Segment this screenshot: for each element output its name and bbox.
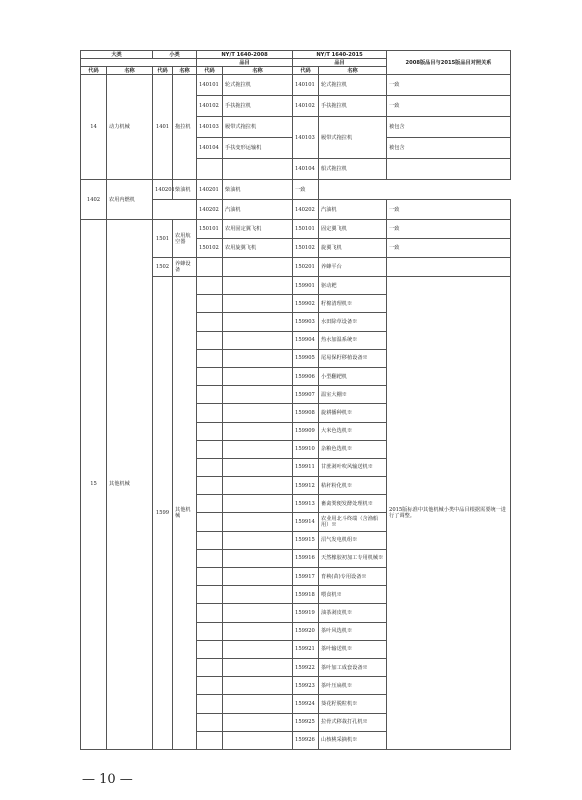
new-name: 汽油机 bbox=[319, 200, 387, 220]
new-code: 150101 bbox=[293, 220, 319, 239]
category-code: 14 bbox=[81, 75, 107, 180]
category-code: 15 bbox=[81, 220, 107, 750]
new-code: 159915 bbox=[293, 531, 319, 549]
new-name: 山核桃采摘机※ bbox=[319, 731, 387, 749]
new-code: 159925 bbox=[293, 713, 319, 731]
header-code: 代码 bbox=[293, 67, 319, 75]
old-name bbox=[223, 159, 293, 180]
header-row-1 bbox=[81, 51, 511, 59]
new-name: 茶叶风选机※ bbox=[319, 622, 387, 640]
new-code: 140202 bbox=[293, 200, 319, 220]
relation: 一致 bbox=[387, 220, 511, 239]
new-name: 水田除草设备※ bbox=[319, 313, 387, 331]
new-name: 杂粮色选机※ bbox=[319, 440, 387, 458]
new-code: 159908 bbox=[293, 404, 319, 422]
old-code: 150101 bbox=[197, 220, 223, 239]
old-code: 150102 bbox=[197, 239, 223, 258]
new-code: 159910 bbox=[293, 440, 319, 458]
new-code: 159903 bbox=[293, 313, 319, 331]
old-code: 140102 bbox=[197, 96, 223, 117]
new-code: 159902 bbox=[293, 295, 319, 313]
relation bbox=[387, 258, 511, 277]
header-code: 代码 bbox=[153, 67, 173, 75]
header-std-2015: NY/T 1640-2015 bbox=[293, 51, 387, 59]
new-name: 手扶拖拉机 bbox=[319, 96, 387, 117]
new-name: 履带式拖拉机 bbox=[319, 117, 387, 159]
category-name: 其他机械 bbox=[107, 220, 153, 750]
old-code: 140104 bbox=[197, 138, 223, 159]
new-code: 159912 bbox=[293, 477, 319, 495]
new-name: 旋翼飞机 bbox=[319, 239, 387, 258]
header-item-2015: 品目 bbox=[293, 59, 387, 67]
new-name: 喂食机※ bbox=[319, 586, 387, 604]
header-subcategory: 小类 bbox=[153, 51, 197, 59]
new-name: 固定翼飞机 bbox=[319, 220, 387, 239]
header-name: 名称 bbox=[319, 67, 387, 75]
new-name: 小型翻耙机 bbox=[319, 367, 387, 385]
subcategory-code: 1502 bbox=[153, 258, 173, 277]
category-name: 动力机械 bbox=[107, 75, 153, 180]
old-name: 轮式拖拉机 bbox=[223, 75, 293, 96]
new-name: 育秧(苗)专用设备※ bbox=[319, 568, 387, 586]
new-code: 150102 bbox=[293, 239, 319, 258]
header-std-2008: NY/T 1640-2008 bbox=[197, 51, 293, 59]
table-row bbox=[81, 75, 511, 96]
old-code: 140103 bbox=[197, 117, 223, 138]
table-row bbox=[81, 180, 511, 200]
relation bbox=[387, 159, 511, 180]
new-code: 159904 bbox=[293, 331, 319, 349]
new-name: 驱动耙 bbox=[319, 277, 387, 295]
header-name: 名称 bbox=[107, 67, 153, 75]
new-code: 140201 bbox=[197, 180, 223, 200]
new-name: 柴油机 bbox=[223, 180, 293, 200]
new-code: 140101 bbox=[293, 75, 319, 96]
old-name: 手扶拖拉机 bbox=[223, 96, 293, 117]
new-name: 养蜂平台 bbox=[319, 258, 387, 277]
header-code: 代码 bbox=[81, 67, 107, 75]
new-code: 159920 bbox=[293, 622, 319, 640]
new-name: 油茶剥皮机※ bbox=[319, 604, 387, 622]
new-name: 葵花籽脱粒机※ bbox=[319, 695, 387, 713]
new-name: 沼气发电机组※ bbox=[319, 531, 387, 549]
new-code: 159916 bbox=[293, 549, 319, 567]
header-item-2008: 品目 bbox=[197, 59, 293, 67]
old-code bbox=[197, 258, 223, 277]
subcategory-code: 1401 bbox=[153, 75, 173, 180]
new-code: 159914 bbox=[293, 513, 319, 531]
page-number: — 10 — bbox=[82, 772, 133, 787]
relation: 一致 bbox=[387, 96, 511, 117]
new-code: 159918 bbox=[293, 586, 319, 604]
new-code: 159907 bbox=[293, 386, 319, 404]
new-code: 150201 bbox=[293, 258, 319, 277]
new-code: 159919 bbox=[293, 604, 319, 622]
header-relation: 2008版品目与2015版品目对照关系 bbox=[387, 51, 511, 75]
new-name: 轮式拖拉机 bbox=[319, 75, 387, 96]
new-code: 159921 bbox=[293, 640, 319, 658]
new-name: 茶叶输送机※ bbox=[319, 640, 387, 658]
new-code: 159913 bbox=[293, 495, 319, 513]
new-name: 秸秆粉化机※ bbox=[319, 477, 387, 495]
relation: 一致 bbox=[387, 75, 511, 96]
new-code: 159901 bbox=[293, 277, 319, 295]
subcategory-name: 农用航空器 bbox=[173, 220, 197, 258]
new-name: 拉骨式移栽打孔机※ bbox=[319, 713, 387, 731]
new-name: 热水加温系统※ bbox=[319, 331, 387, 349]
new-code: 140103 bbox=[293, 117, 319, 159]
old-name: 农用固定翼飞机 bbox=[223, 220, 293, 239]
old-name: 农用旋翼飞机 bbox=[223, 239, 293, 258]
new-code: 159922 bbox=[293, 658, 319, 676]
new-code: 159909 bbox=[293, 422, 319, 440]
old-name bbox=[223, 258, 293, 277]
new-name: 甘蔗剥叶吹风输送机※ bbox=[319, 458, 387, 476]
old-code: 140202 bbox=[197, 200, 223, 220]
subcategory-name: 养蜂设备 bbox=[173, 258, 197, 277]
old-code bbox=[197, 159, 223, 180]
old-name: 柴油机 bbox=[173, 180, 197, 200]
subcategory-code: 1599 bbox=[153, 277, 173, 750]
subcategory-code: 1402 bbox=[81, 180, 107, 220]
new-name: 茶叶压扁机※ bbox=[319, 677, 387, 695]
new-code: 159924 bbox=[293, 695, 319, 713]
new-code: 140104 bbox=[293, 159, 319, 180]
table-row bbox=[81, 220, 511, 239]
new-code: 159905 bbox=[293, 349, 319, 367]
new-code: 140102 bbox=[293, 96, 319, 117]
new-name: 旋耕播种机※ bbox=[319, 404, 387, 422]
subcategory-name: 其他机械 bbox=[173, 277, 197, 750]
subcategory-code: 1501 bbox=[153, 220, 173, 258]
header-code: 代码 bbox=[197, 67, 223, 75]
new-name: 茶叶加工成套设备※ bbox=[319, 658, 387, 676]
header-name: 名称 bbox=[223, 67, 293, 75]
old-name: 履带式拖拉机 bbox=[223, 117, 293, 138]
relation-note: 2015版标准中其他机械小类中品目根据需要统一进行了调整。 bbox=[387, 277, 511, 750]
new-code: 159911 bbox=[293, 458, 319, 476]
old-name: 手扶变形运输机 bbox=[223, 138, 293, 159]
relation: 一致 bbox=[387, 239, 511, 258]
header-name: 名称 bbox=[173, 67, 197, 75]
new-name: 农业用北斗终端（含渔船用）※ bbox=[319, 513, 387, 531]
new-name: 籽棉清理机※ bbox=[319, 295, 387, 313]
subcategory-name: 拖拉机 bbox=[173, 75, 197, 180]
relation: 一致 bbox=[387, 200, 511, 220]
new-name: 尾易保籽移植设备※ bbox=[319, 349, 387, 367]
catalog-comparison-table bbox=[80, 50, 511, 750]
new-code: 159923 bbox=[293, 677, 319, 695]
old-name: 汽油机 bbox=[223, 200, 293, 220]
new-name: 船式拖拉机 bbox=[319, 159, 387, 180]
new-name: 畜禽粪便发酵处理机※ bbox=[319, 495, 387, 513]
relation: 被包含 bbox=[387, 138, 511, 159]
new-code: 159906 bbox=[293, 367, 319, 385]
new-name: 天然橡胶初加工专用机械※ bbox=[319, 549, 387, 567]
new-name: 温室大棚※ bbox=[319, 386, 387, 404]
new-code: 159917 bbox=[293, 568, 319, 586]
new-name: 大米色选机※ bbox=[319, 422, 387, 440]
old-code: 140101 bbox=[197, 75, 223, 96]
old-code: 140201 bbox=[153, 180, 173, 200]
header-category: 大类 bbox=[81, 51, 153, 59]
subcategory-name: 农用内燃机 bbox=[107, 180, 153, 220]
relation: 一致 bbox=[293, 180, 319, 200]
relation: 被包含 bbox=[387, 117, 511, 138]
new-code: 159926 bbox=[293, 731, 319, 749]
